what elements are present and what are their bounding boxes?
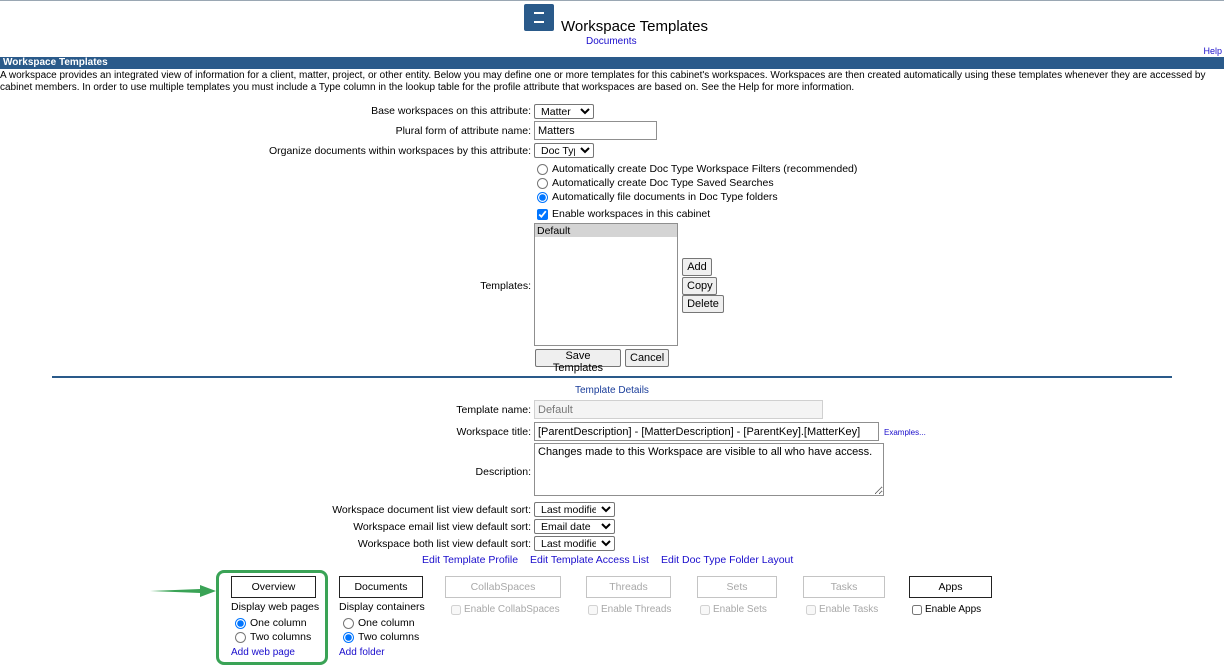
tab-collabspaces[interactable]: CollabSpaces <box>445 576 561 598</box>
enable-sets-checkbox[interactable]: Enable Sets <box>700 604 767 615</box>
copy-template-button[interactable]: Copy <box>682 277 717 295</box>
organize-attribute-label: Organize documents within workspaces by this attribute: <box>268 145 531 157</box>
base-attribute-select[interactable] <box>534 104 594 119</box>
edit-template-access-link[interactable]: Edit Template Access List <box>530 554 649 566</box>
section-header: Workspace Templates <box>0 57 1224 69</box>
templates-label: Templates: <box>480 280 531 292</box>
cancel-button[interactable]: Cancel <box>625 349 669 367</box>
add-folder-link[interactable]: Add folder <box>339 647 385 658</box>
enable-workspaces-input[interactable] <box>537 209 548 220</box>
tab-documents[interactable]: Documents <box>339 576 423 598</box>
top-border <box>0 0 1224 1</box>
tab-threads[interactable]: Threads <box>586 576 671 598</box>
organize-attribute-select[interactable] <box>534 143 594 158</box>
documents-one-column-input[interactable] <box>343 618 354 629</box>
radio-workspace-filters[interactable]: Automatically create Doc Type Workspace Filters (recommended) <box>537 163 857 175</box>
radio-doc-type-folders[interactable]: Automatically file documents in Doc Type folders <box>537 191 778 203</box>
documents-two-columns-input[interactable] <box>343 632 354 643</box>
both-sort-label: Workspace both list view default sort: <box>357 538 531 550</box>
email-sort-label: Workspace email list view default sort: <box>353 521 531 533</box>
highlight-box <box>216 570 328 665</box>
documents-one-column[interactable]: One column <box>343 617 415 629</box>
display-containers-label: Display containers <box>339 601 425 613</box>
template-details-heading: Template Details <box>575 385 649 396</box>
enable-apps-checkbox[interactable]: Enable Apps <box>912 604 981 615</box>
divider <box>52 376 1172 378</box>
add-web-page-link[interactable]: Add web page <box>231 647 295 658</box>
doc-sort-label: Workspace document list view default sort: <box>332 504 531 516</box>
radio-doc-type-folders-input[interactable] <box>537 192 548 203</box>
tab-sets[interactable]: Sets <box>697 576 777 598</box>
radio-saved-searches-input[interactable] <box>537 178 548 189</box>
overview-two-columns[interactable]: Two columns <box>235 631 311 643</box>
edit-folder-layout-link[interactable]: Edit Doc Type Folder Layout <box>661 554 794 566</box>
tab-tasks[interactable]: Tasks <box>803 576 885 598</box>
enable-collabspaces-input[interactable] <box>451 605 461 615</box>
doc-sort-select[interactable] <box>534 502 615 517</box>
template-name-input[interactable] <box>534 400 823 419</box>
documents-link[interactable]: Documents <box>586 36 637 47</box>
enable-threads-input[interactable] <box>588 605 598 615</box>
template-name-label: Template name: <box>456 404 531 416</box>
radio-saved-searches[interactable]: Automatically create Doc Type Saved Searches <box>537 177 774 189</box>
enable-tasks-checkbox[interactable]: Enable Tasks <box>806 604 878 615</box>
enable-collabspaces-checkbox[interactable]: Enable CollabSpaces <box>451 604 560 615</box>
save-templates-button[interactable]: Save Templates <box>535 349 621 367</box>
base-attribute-label: Base workspaces on this attribute: <box>371 105 531 117</box>
workspace-title-input[interactable] <box>534 422 879 441</box>
workspace-logo-icon <box>524 4 554 31</box>
add-template-button[interactable]: Add <box>682 258 712 276</box>
templates-listbox[interactable] <box>534 223 678 346</box>
tab-apps[interactable]: Apps <box>909 576 992 598</box>
both-sort-select[interactable] <box>534 536 615 551</box>
tab-overview[interactable]: Overview <box>231 576 316 598</box>
template-list-item[interactable]: Default <box>535 224 677 237</box>
description-textarea[interactable] <box>534 443 884 496</box>
description-label: Description: <box>475 466 531 478</box>
examples-link[interactable]: Examples... <box>884 428 926 437</box>
enable-sets-input[interactable] <box>700 605 710 615</box>
enable-workspaces-checkbox[interactable]: Enable workspaces in this cabinet <box>537 208 710 220</box>
documents-two-columns[interactable]: Two columns <box>343 631 419 643</box>
enable-threads-checkbox[interactable]: Enable Threads <box>588 604 671 615</box>
enable-apps-input[interactable] <box>912 605 922 615</box>
help-link[interactable]: Help <box>1203 46 1222 56</box>
display-web-pages-label: Display web pages <box>231 601 320 613</box>
radio-workspace-filters-input[interactable] <box>537 164 548 175</box>
page-title: Workspace Templates <box>561 18 709 35</box>
intro-text: A workspace provides an integrated view of information for a client, matter, project, or other entity. Below you may define one or more templates for this cabinet's workspaces. Workspaces are then created automatically using these templates whenever they are accessed by cabinet members. In order to use multiple templates you must include a Type column in the lookup table for the profile attribute that workspaces are based on. See the Help for more information. <box>0 70 1206 93</box>
edit-template-profile-link[interactable]: Edit Template Profile <box>422 554 519 566</box>
email-sort-select[interactable] <box>534 519 615 534</box>
overview-one-column[interactable]: One column <box>235 617 307 629</box>
annotation-arrow-icon <box>148 585 218 597</box>
plural-name-input[interactable] <box>534 121 657 140</box>
plural-name-label: Plural form of attribute name: <box>395 125 531 137</box>
workspace-title-label: Workspace title: <box>456 426 531 438</box>
delete-template-button[interactable]: Delete <box>682 295 724 313</box>
enable-tasks-input[interactable] <box>806 605 816 615</box>
